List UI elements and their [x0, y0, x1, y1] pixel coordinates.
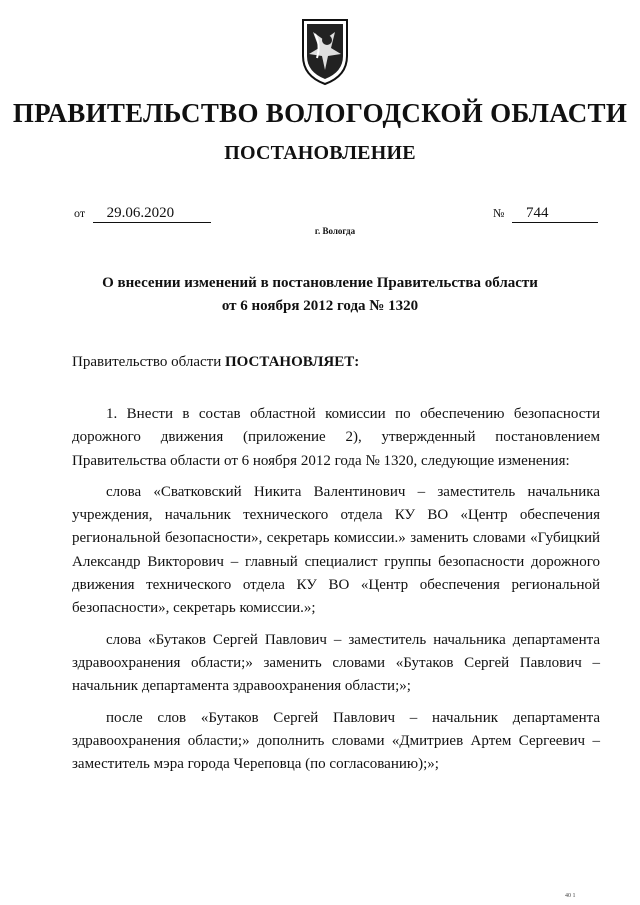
document-heading	[0, 272, 640, 318]
paragraph: слова «Бутаков Сергей Павлович – заместитель начальника департамента здравоохранения области;» заменить словами «Бутаков Сергей Павлович – начальник департамента здравоохранения области;»;	[72, 631, 600, 695]
heading-line-2: от 6 ноября 2012 года № 1320	[221, 298, 419, 314]
number-field	[493, 205, 598, 223]
date-label: от	[74, 206, 86, 220]
document-type: ПОСТАНОВЛЕНИЕ	[224, 142, 416, 164]
date-value: 29.06.2020	[93, 205, 211, 223]
organization-title: ПРАВИТЕЛЬСТВО ВОЛОГОДСКОЙ ОБЛАСТИ	[12, 98, 628, 128]
number-label: №	[493, 206, 505, 220]
page-marker: 40 1	[565, 893, 576, 899]
paragraph: слова «Сватковский Никита Валентинович – заместитель начальника учреждения, начальник технического отдела КУ ВО «Центр обеспечения региональной безопасности», секретарь комиссии.» заменить словами «Губицкий Александр Викторович – главный специалист группы безопасности дорожного движения технического отдела КУ ВО «Центр обеспечения региональной безопасности», секретарь комиссии.»;	[72, 483, 600, 617]
heading-line-1: О внесении изменений в постановление Правительства области	[102, 275, 538, 291]
document-body	[72, 403, 600, 784]
city-label: г. Вологда	[314, 226, 356, 236]
coat-of-arms-icon	[297, 14, 353, 86]
decree-verb: ПОСТАНОВЛЯЕТ:	[224, 354, 360, 370]
paragraph: 1. Внести в состав областной комиссии по обеспечению безопасности дорожного движения (приложение 2), утвержденный постановлением Правительства области от 6 ноября 2012 года № 1320, следующие изменения:	[72, 406, 600, 469]
paragraph: после слов «Бутаков Сергей Павлович – начальник департамента здравоохранения области;» дополнить словами «Дмитриев Артем Сергеевич – заместитель мэра города Череповца (по согласованию);»;	[72, 709, 600, 773]
decree-statement	[72, 354, 359, 371]
number-value: 744	[512, 205, 598, 223]
decree-prefix: Правительство области	[72, 354, 222, 370]
date-field	[74, 205, 211, 223]
